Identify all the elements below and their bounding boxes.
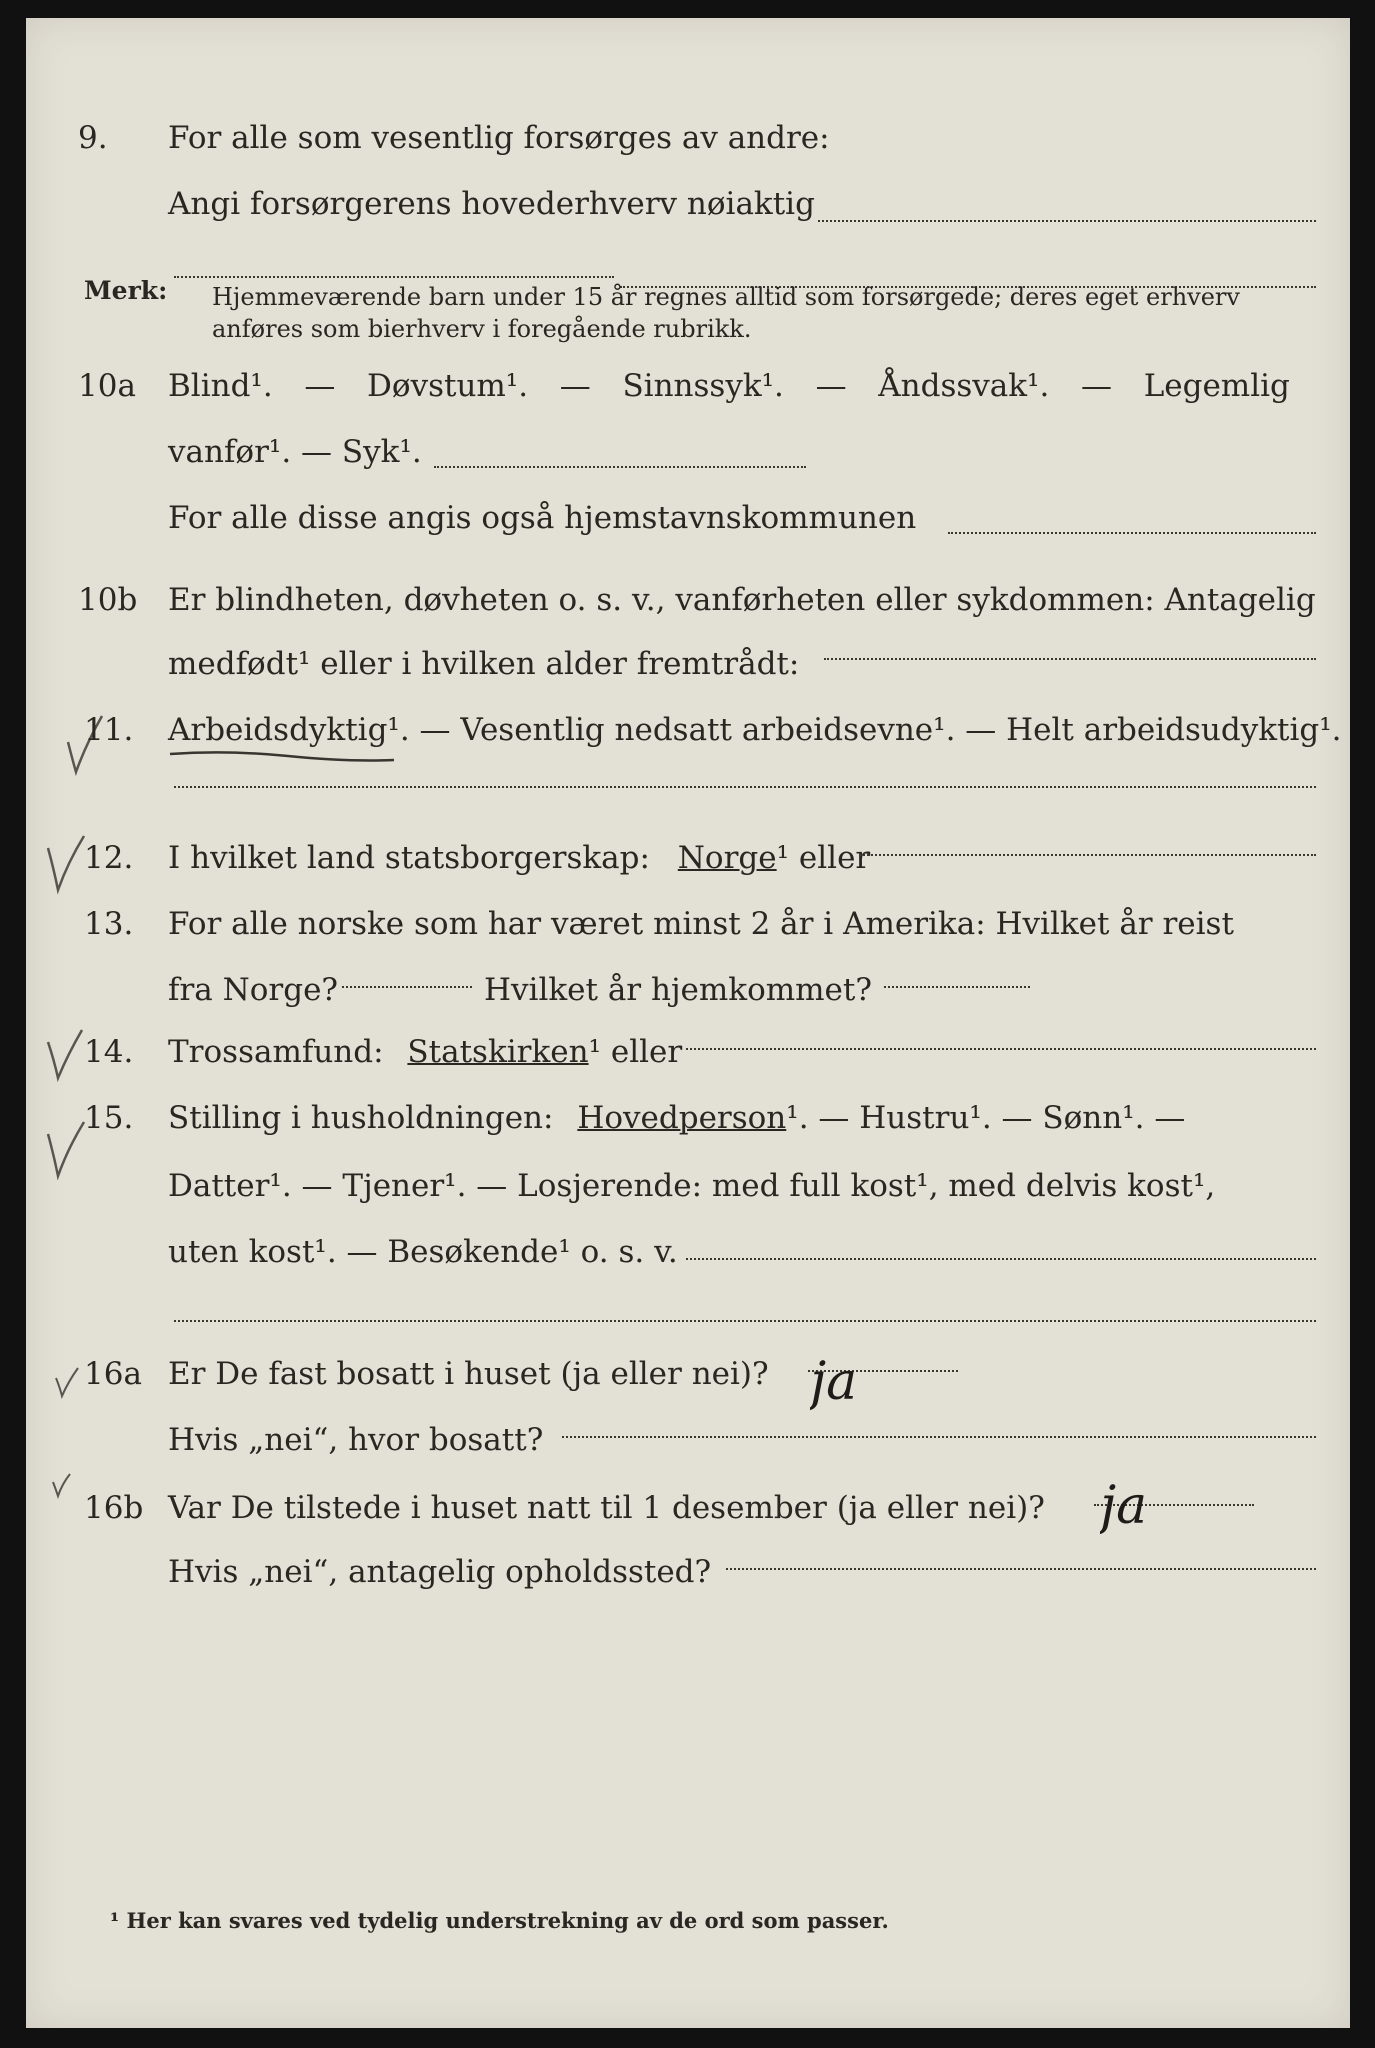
q13-line1: For alle norske som har været minst 2 år i Amerika: Hvilket år reist [168,906,1234,942]
q10b-line1: Er blindheten, døvheten o. s. v., vanførheten eller sykdommen: Antagelig [168,582,1316,618]
q9-row [26,106,1350,170]
q9-line2: Angi forsørgerens hovederhverv nøiaktig [168,186,815,222]
q15-row [26,1086,1350,1150]
q13-row2 [26,958,1350,1022]
census-form-page [26,18,1350,2028]
q10a-dash3: — [815,368,847,404]
q16a-handwritten-answer: ja [810,1352,858,1412]
q10b-row [26,568,1350,632]
q13-line2a: fra Norge? [168,972,339,1008]
q12-text: I hvilket land statsborgerskap: [168,840,650,876]
q13-number: 13. [84,906,134,942]
merk-line1: Hjemmeværende barn under 15 år regnes alltid som forsørgede; deres eget erhverv [212,283,1240,311]
q15-hovedperson: Hovedperson [577,1100,787,1136]
q10a-row [26,354,1350,418]
q10a-dash2: — [559,368,591,404]
q14-text-wrap [168,1020,682,1084]
q10a-sinnssyk: Sinnssyk¹. [622,368,784,404]
q12-norge: Norge [677,840,777,876]
q13-line2b: Hvilket år hjemkommet? [484,972,872,1008]
q16a-line2: Hvis „nei“, hvor bosatt? [168,1422,544,1458]
q10a-blind: Blind¹. [168,368,273,404]
q10a-dash4: — [1081,368,1113,404]
q12-row [26,826,1350,890]
q9-answer-line-2a[interactable] [174,276,614,278]
q9-row2 [26,172,1350,236]
q11-arbeidsdyktig: Arbeidsdyktig [168,712,388,748]
merk-line2: anføres som bierhverv i foregående rubrikk. [212,315,752,343]
q10b-answer-line[interactable] [824,658,1316,660]
q10a-dovstum: Døvstum¹. [367,368,529,404]
q16b-number: 16b [84,1490,144,1526]
q10a-hometown-line[interactable] [948,532,1316,534]
q13-row [26,892,1350,956]
q15-row2 [26,1154,1350,1218]
q12-answer-line[interactable] [860,854,1316,856]
q14-text: Trossamfund: [168,1034,384,1070]
q10a-legemlig: Legemlig [1143,368,1290,404]
q16a-number: 16a [84,1356,142,1392]
q15-number: 15. [84,1100,134,1136]
q9-answer-line[interactable] [818,220,1316,222]
q16b-line1: Var De tilstede i huset natt til 1 desember (ja eller nei)? [168,1490,1045,1526]
q12-text-wrap [168,826,870,890]
q10a-line1 [168,354,1290,418]
q9-number: 9. [78,120,108,156]
q10a-andssvak: Åndssvak¹. [878,368,1050,404]
footnote: ¹ Her kan svares ved tydelig understrekning av de ord som passer. [110,1908,889,1933]
q15-rest: ¹. — Hustru¹. — Sønn¹. — [786,1100,1186,1136]
q15-text: Stilling i husholdningen: [168,1100,554,1136]
q12-rest: ¹ eller [776,840,871,876]
q16b-row2 [26,1540,1350,1604]
q16b-whereabouts-line[interactable] [726,1568,1316,1570]
q11-number: 11. [84,712,134,748]
q13-year-left-line[interactable] [342,986,472,988]
q16b-handwritten-answer: ja [1100,1476,1148,1536]
q11-answer-line[interactable] [174,786,1316,788]
q10a-line2: vanfør¹. — Syk¹. [168,434,422,470]
q10a-line3: For alle disse angis også hjemstavnskommunen [168,500,917,536]
q15-text-wrap [168,1086,1185,1150]
q15-line3: uten kost¹. — Besøkende¹ o. s. v. [168,1234,678,1270]
q9-line1: For alle som vesentlig forsørges av andre: [168,120,830,156]
q16a-residence-line[interactable] [562,1436,1316,1438]
q10a-number: 10a [78,368,136,404]
q11-underline-mark [168,744,398,768]
q10b-row2 [26,632,1350,696]
q10b-number: 10b [78,582,138,618]
q15-row3 [26,1220,1350,1284]
q16a-row [26,1342,1350,1406]
q11-rest: ¹. — Vesentlig nedsatt arbeidsevne¹. — Helt arbeidsudyktig¹. [387,712,1342,748]
q14-rest: ¹ eller [588,1034,683,1070]
q15-line2: Datter¹. — Tjener¹. — Losjerende: med full kost¹, med delvis kost¹, [168,1168,1216,1204]
q14-statskirken: Statskirken [407,1034,589,1070]
q16a-line1: Er De fast bosatt i huset (ja eller nei)? [168,1356,769,1392]
q12-number: 12. [84,840,134,876]
q14-answer-line[interactable] [686,1048,1316,1050]
q10a-dash1: — [304,368,336,404]
q14-number: 14. [84,1034,134,1070]
q10b-line2: medfødt¹ eller i hvilken alder fremtrådt: [168,646,800,682]
merk-label: Merk: [84,276,168,305]
q10a-answer-line[interactable] [434,466,806,468]
q10a-row3 [26,486,1350,550]
q15-answer-line-2[interactable] [174,1320,1316,1322]
q13-year-return-line[interactable] [884,986,1030,988]
q10a-row2 [26,420,1350,484]
q15-answer-line[interactable] [686,1258,1316,1260]
q16b-line2: Hvis „nei“, antagelig opholdssted? [168,1554,712,1590]
q14-row [26,1020,1350,1084]
